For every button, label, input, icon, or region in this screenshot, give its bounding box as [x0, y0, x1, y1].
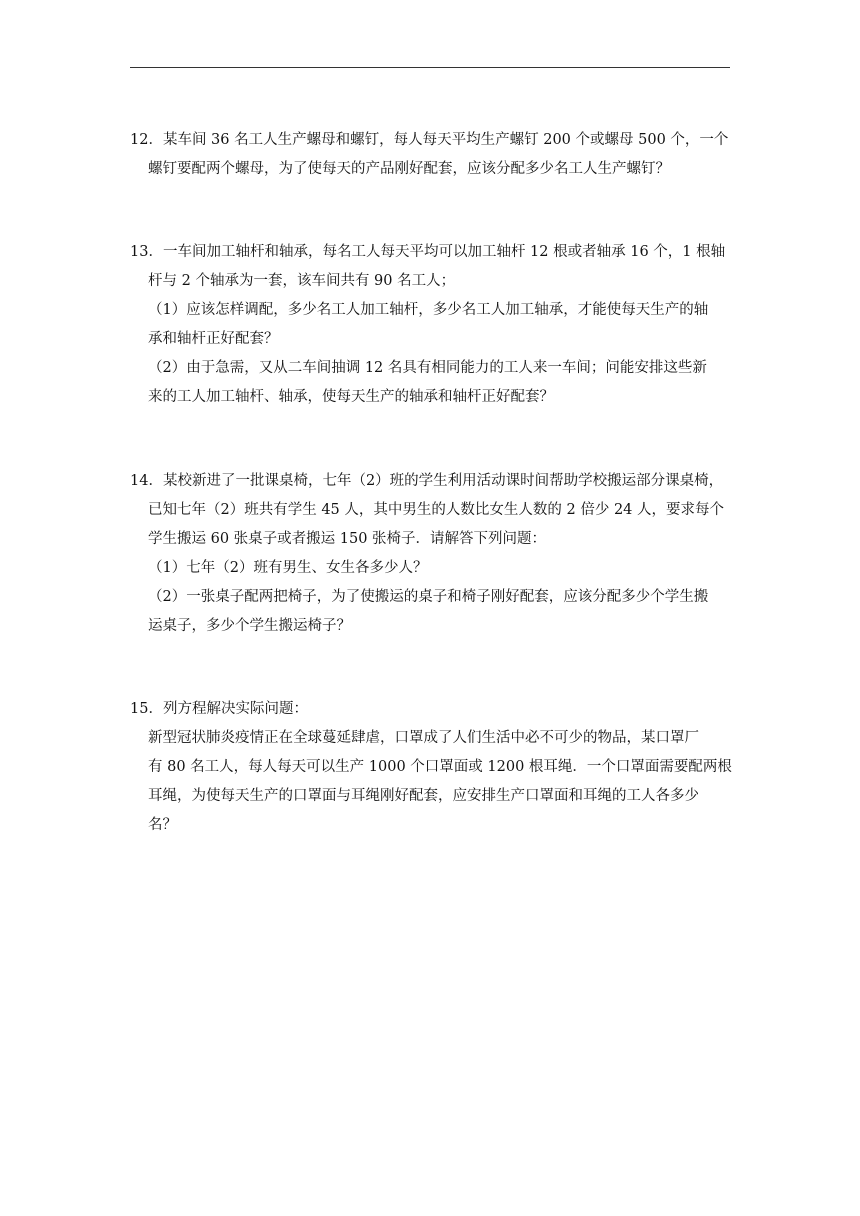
problem-12: [130, 126, 730, 184]
problem-14-line-2: 已知七年（2）班共有学生 45 人，其中男生的人数比女生人数的 2 倍少 24 人，要求每个: [148, 502, 725, 518]
problem-15-line-4: 耳绳，为使每天生产的口罩面与耳绳刚好配套，应安排生产口罩面和耳绳的工人各多少: [148, 788, 699, 804]
problem-13-line-1: 13．一车间加工轴杆和轴承，每名工人每天平均可以加工轴杆 12 根或者轴承 16 个，1 根轴: [130, 244, 726, 260]
problem-14-line-5: （2）一张桌子配两把椅子，为了使搬运的桌子和椅子刚好配套，应该分配多少个学生搬: [148, 589, 709, 605]
problem-15-line-1: 15．列方程解决实际问题：: [130, 701, 308, 717]
problem-15-line-5: 名？: [148, 817, 177, 833]
header-rule: [130, 67, 730, 68]
problem-13-line-2: 杆与 2 个轴承为一套，该车间共有 90 名工人；: [148, 273, 456, 289]
problem-15-line-3: 有 80 名工人，每人每天可以生产 1000 个口罩面或 1200 根耳绳．一个口罩面需要配两根: [148, 759, 732, 775]
problem-12-line-2: 螺钉要配两个螺母，为了使每天的产品刚好配套，应该分配多少名工人生产螺钉？: [148, 161, 670, 177]
problem-14-line-6: 运桌子，多少个学生搬运椅子？: [148, 618, 351, 634]
problem-13-line-4: 承和轴杆正好配套？: [148, 331, 279, 347]
problem-13-line-5: （2）由于急需，又从二车间抽调 12 名具有相同能力的工人来一车间；问能安排这些新: [148, 360, 707, 376]
problem-14-line-3: 学生搬运 60 张桌子或者搬运 150 张椅子．请解答下列问题：: [148, 531, 547, 547]
problem-15-line-2: 新型冠状肺炎疫情正在全球蔓延肆虐，口罩成了人们生活中必不可少的物品，某口罩厂: [148, 730, 699, 746]
problem-14-line-4: （1）七年（2）班有男生、女生各多少人？: [148, 560, 428, 576]
problem-14-line-1: 14．某校新进了一批课桌椅，七年（2）班的学生利用活动课时间帮助学校搬运部分课桌椅，: [130, 473, 724, 489]
problem-14: [130, 467, 730, 641]
problem-13-line-6: 来的工人加工轴杆、轴承，使每天生产的轴承和轴杆正好配套？: [148, 389, 554, 405]
problem-13: [130, 238, 730, 412]
problem-15: [130, 695, 730, 840]
problem-12-line-1: 12．某车间 36 名工人生产螺母和螺钉，每人每天平均生产螺钉 200 个或螺母 500 个，一个: [130, 132, 729, 148]
problem-13-line-3: （1）应该怎样调配，多少名工人加工轴杆，多少名工人加工轴承，才能使每天生产的轴: [148, 302, 709, 318]
